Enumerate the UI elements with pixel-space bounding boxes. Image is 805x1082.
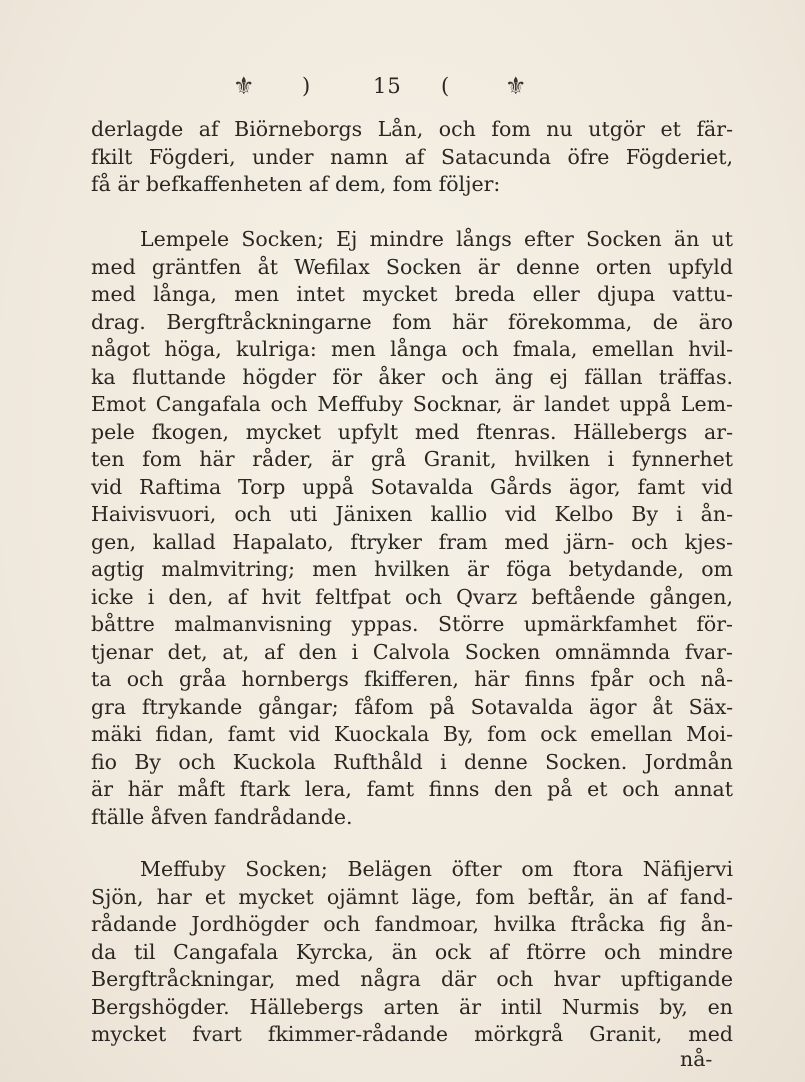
- text-line: Emot Cangafala och Meffuby Socknar, är landet uppå Lem-: [91, 392, 733, 416]
- text-line: tjenar det, at, af den i Calvola Socken omnämnda fvar-: [91, 639, 733, 664]
- text-line: gra ftrykande gångar; fåfom på Sotavalda ägor åt Säx-: [91, 694, 733, 719]
- text-line: är här måft ftark lera, famt finns den på et och annat: [91, 777, 733, 801]
- fleur-de-lis-ornament-icon: ⚜: [505, 72, 527, 100]
- text-line: fkilt Fögderi, under namn af Satacunda öfre Fögderiet,: [91, 144, 733, 169]
- page-number: 15: [373, 74, 402, 98]
- header-paren-right: (: [441, 74, 450, 98]
- text-line: med gräntfen åt Wefilax Socken är denne orten upfyld: [91, 254, 733, 279]
- paragraph-start-line: Lempele Socken; Ej mindre långs efter Socken än ut: [140, 227, 733, 251]
- text-line: drag. Bergftråckningarne fom här förekomma, de äro: [91, 309, 733, 334]
- text-line: mäki fidan, famt vid Kuockala By, fom ock emellan Moi-: [91, 722, 733, 746]
- text-line: med långa, men intet mycket breda eller djupa vattu-: [91, 282, 733, 306]
- text-line: mycket fvart fkimmer-rådande mörkgrå Granit, med: [91, 1022, 733, 1046]
- text-line: vid Raftima Torp uppå Sotavalda Gårds ägor, famt vid: [91, 474, 733, 499]
- text-line: derlagde af Biörneborgs Lån, och fom nu utgör et fär-: [91, 117, 733, 141]
- text-line: båttre malmanvisning yppas. Större upmärkfamhet för-: [91, 612, 733, 636]
- text-line: ten fom här råder, är grå Granit, hvilken i fynnerhet: [91, 447, 733, 471]
- text-line: ka fluttande högder för åker och äng ej fällan träffas.: [91, 364, 733, 389]
- page-header: [0, 66, 805, 106]
- paragraph-start-line: Meffuby Socken; Belägen öfter om ftora Näfijervi: [140, 857, 733, 881]
- text-line: ftälle åfven fandrådande.: [91, 804, 353, 829]
- text-line: ta och gråa hornbergs fkifferen, här finns fpår och nå-: [91, 667, 733, 691]
- text-line: Bergftråckningar, med några där och hvar upftigande: [91, 967, 733, 991]
- text-line: Bergshögder. Hällebergs arten är intil Nurmis by, en: [91, 994, 733, 1019]
- text-line: pele fkogen, mycket upfylt med ftenras. Hällebergs ar-: [91, 419, 733, 444]
- text-line: rådande Jordhögder och fandmoar, hvilka ftråcka fig ån-: [91, 912, 733, 936]
- text-line: Sjön, har et mycket ojämnt läge, fom beftår, än af fand-: [91, 884, 733, 909]
- fleur-de-lis-ornament-icon: ⚜: [233, 72, 255, 100]
- catchword: nå-: [680, 1047, 713, 1071]
- text-line: da til Cangafala Kyrcka, än ock af ftörre och mindre: [91, 939, 733, 964]
- text-line: icke i den, af hvit feltfpat och Qvarz beftående gången,: [91, 584, 733, 609]
- text-line: fio By och Kuckola Rufthåld i denne Socken. Jordmån: [91, 749, 733, 774]
- header-paren-left: ): [302, 74, 311, 98]
- text-line: något höga, kulriga: men långa och fmala, emellan hvil-: [91, 337, 733, 361]
- text-line: få är befkaffenheten af dem, fom följer:: [91, 172, 501, 196]
- text-line: gen, kallad Hapalato, ftryker fram med järn- och kjes-: [91, 529, 733, 554]
- text-line: Haivisvuori, och uti Jänixen kallio vid Kelbo By i ån-: [91, 502, 733, 526]
- text-line: agtig malmvitring; men hvilken är föga betydande, om: [91, 557, 733, 581]
